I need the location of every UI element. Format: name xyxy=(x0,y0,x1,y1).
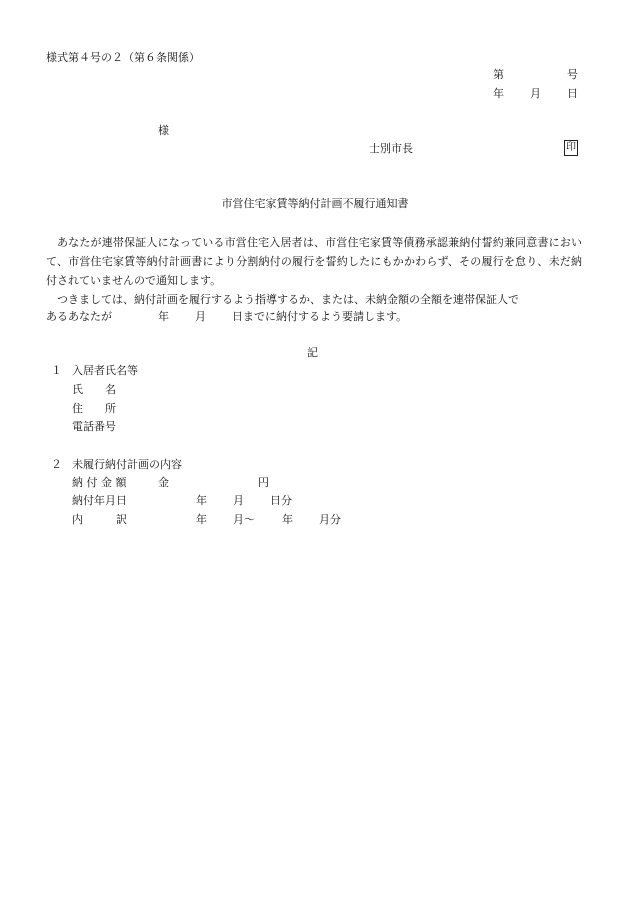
seal-stamp: 印 xyxy=(564,140,578,156)
deadline-year: 年 xyxy=(158,310,169,323)
body-paragraph-2-line-2-start: あるあなたが xyxy=(46,310,112,323)
date-month: 月 xyxy=(530,87,541,100)
section-1-item-name: 氏 名 xyxy=(72,383,116,396)
deadline-end: 日までに納付するよう要請します。 xyxy=(232,310,408,323)
payment-date-label: 納付年月日 xyxy=(72,494,127,507)
body-paragraph-2-line-1: つきましては、納付計画を履行するよう指導するか、または、未納金額の全額を連帯保証人で xyxy=(57,293,519,306)
section-2-number: ２ xyxy=(51,458,62,471)
section-2-heading: 未履行納付計画の内容 xyxy=(72,458,182,471)
date-year: 年 xyxy=(493,87,504,100)
addressee-suffix: 様 xyxy=(158,124,169,137)
breakdown-month-to: 月分 xyxy=(319,513,341,526)
payment-date-month: 月 xyxy=(233,494,244,507)
ref-number-suffix: 号 xyxy=(567,68,578,81)
section-1-heading: 入居者氏名等 xyxy=(72,364,138,377)
ref-number-prefix: 第 xyxy=(493,68,504,81)
breakdown-label: 内 訳 xyxy=(72,513,127,526)
breakdown-month-from: 月～ xyxy=(233,513,255,526)
amount-label: 納 付 金 額 xyxy=(72,476,127,489)
breakdown-year-to: 年 xyxy=(282,513,293,526)
amount-kin: 金 xyxy=(158,476,169,489)
ki-marker: 記 xyxy=(307,346,318,359)
body-paragraph-1: あなたが連帯保証人になっている市営住宅入居者は、市営住宅家賃等債務承認兼納付誓約兼同意書において、市営住宅家賃等納付計画書により分割納付の履行を誓約したにもかかわらず、その履行を怠り、未だ納付されていませんので通知します。 xyxy=(46,236,582,287)
document-title: 市営住宅家賃等納付計画不履行通知書 xyxy=(221,197,409,210)
payment-date-year: 年 xyxy=(196,494,207,507)
section-1-number: １ xyxy=(51,364,62,377)
amount-yen: 円 xyxy=(258,476,269,489)
section-1-item-address: 住 所 xyxy=(72,402,116,415)
payment-date-day: 日分 xyxy=(270,494,292,507)
sender-name: 士別市長 xyxy=(369,142,413,155)
date-day: 日 xyxy=(567,87,578,100)
deadline-month: 月 xyxy=(195,310,206,323)
form-label: 様式第４号の２（第６条関係） xyxy=(46,51,200,64)
breakdown-year-from: 年 xyxy=(196,513,207,526)
section-1-item-phone: 電話番号 xyxy=(72,420,116,433)
